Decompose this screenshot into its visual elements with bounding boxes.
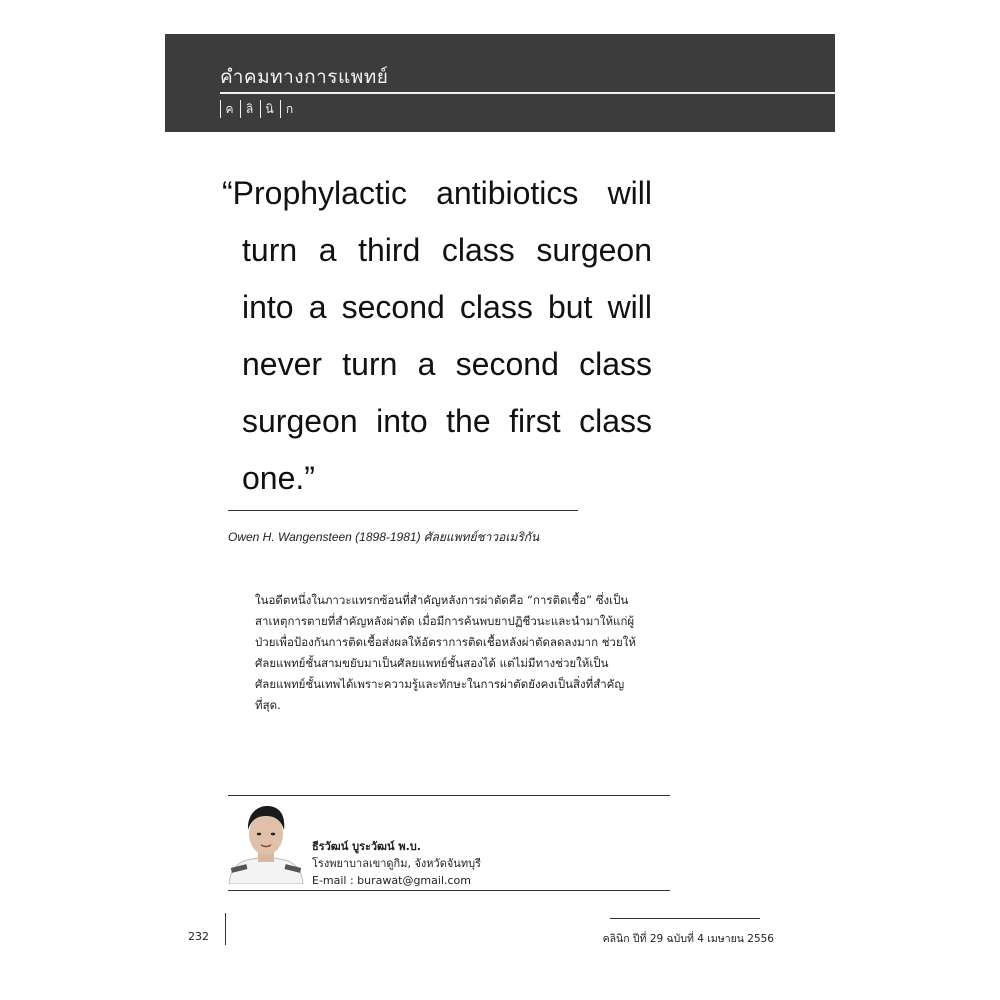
- quote-line: never turn a second class: [242, 346, 652, 382]
- header-divider: [220, 92, 835, 94]
- author-divider-bottom: [228, 890, 670, 891]
- quote-line: one.”: [242, 460, 315, 496]
- magazine-label-chip: นิ: [260, 100, 278, 118]
- author-name: ธีรวัฒน์ บูระวัฒน์ พ.บ.: [312, 840, 421, 853]
- author-photo: [225, 800, 307, 884]
- section-title: คำคมทางการแพทย์: [220, 66, 389, 88]
- author-info: [312, 838, 481, 889]
- magazine-label-chip: ค: [220, 100, 238, 118]
- footer-divider: [225, 913, 226, 945]
- magazine-label-chip: ลิ: [240, 100, 258, 118]
- quote-line: into a second class but will: [242, 289, 652, 325]
- author-email[interactable]: E-mail : burawat@gmail.com: [312, 874, 471, 887]
- magazine-label-chip: ก: [280, 100, 298, 118]
- author-affiliation: โรงพยาบาลเขาดูกิม, จังหวัดจันทบุรี: [312, 857, 481, 870]
- author-divider-top: [228, 795, 670, 796]
- journal-issue: คลินิก ปีที่ 29 ฉบับที่ 4 เมษายน 2556: [602, 933, 774, 945]
- magazine-label: [220, 100, 300, 118]
- quote-line: surgeon into the first class: [242, 403, 652, 439]
- quote-attribution: Owen H. Wangensteen (1898-1981) ศัลยแพทย์ชาวอเมริกัน: [228, 530, 540, 544]
- quote-line: turn a third class surgeon: [242, 232, 652, 268]
- quote-block: [222, 165, 652, 507]
- section-header: [165, 34, 835, 132]
- footer-rule: [610, 918, 760, 919]
- page-number: 232: [188, 930, 209, 943]
- quote-divider: [228, 510, 578, 511]
- quote-line: “Prophylactic antibiotics will: [222, 175, 652, 211]
- body-paragraph: ในอดีตหนึ่งในภาวะแทรกซ้อนที่สำคัญหลังการผ่าตัดคือ “การติดเชื้อ” ซึ่งเป็นสาเหตุการตายที่สำคัญหลังผ่าตัด เมื่อมีการค้นพบยาปฏิชีวนะและนำมาให้แก่ผู้ป่วยเพื่อป้องกันการติดเชื้อส่งผลให้อัตราการติดเชื้อหลังผ่าตัดลดลงมาก ช่วยให้ศัลยแพทย์ชั้นสามขยับมาเป็นศัลยแพทย์ชั้นสองได้ แต่ไม่มีทางช่วยให้เป็นศัลยแพทย์ชั้นเทพได้เพราะความรู้และทักษะในการผ่าตัดยังคงเป็นสิ่งที่สำคัญที่สุด.: [255, 593, 636, 712]
